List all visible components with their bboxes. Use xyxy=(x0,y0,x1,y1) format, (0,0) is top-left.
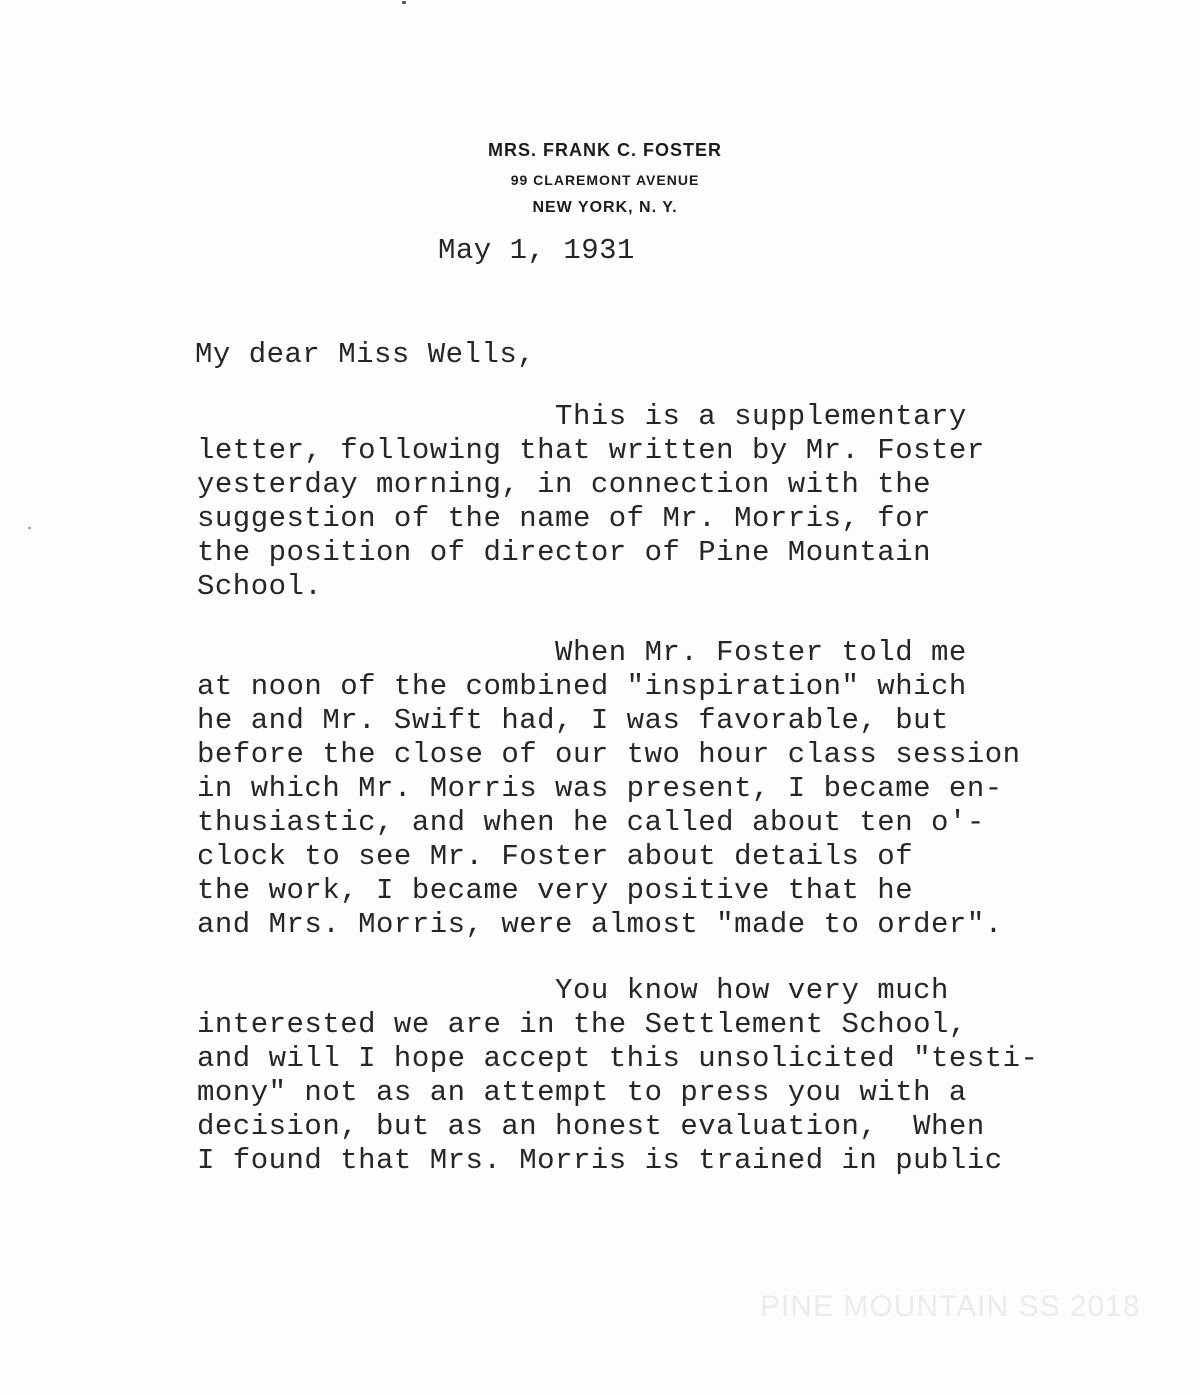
paragraph-1: This is a supplementary letter, following that written by Mr. Foster yesterday morning, in connection with the suggestion of the name of Mr. Morris, for the position of director of Pine Mountain School. xyxy=(197,400,985,603)
ink-speck xyxy=(402,1,406,4)
letterhead-street: 99 CLAREMONT AVENUE xyxy=(510,172,700,188)
letterhead-name: MRS. FRANK C. FOSTER xyxy=(488,140,722,160)
salutation: My dear Miss Wells, xyxy=(195,338,536,371)
paragraph-3: You know how very much interested we are in the Settlement School, and will I hope accept this unsolicited "testi- mony" not as an attempt to press you with a decision, but as an honest evaluation, When I found that Mrs. Morris is trained in public xyxy=(197,974,1039,1177)
letterhead-city: NEW YORK, N. Y. xyxy=(532,199,678,216)
ink-speck xyxy=(28,527,31,529)
watermark: PINE MOUNTAIN SS 2018 xyxy=(760,1290,1141,1323)
paragraph-2: When Mr. Foster told me at noon of the combined "inspiration" which he and Mr. Swift had, I was favorable, but before the close of our two hour class session in which Mr. Morris was present, I became en- thusiastic, and when he called about ten o'- clock to see Mr. Foster about details of the work, I became very positive that he and Mrs. Morris, were almost "made to order". xyxy=(197,636,1021,941)
letter-date: May 1, 1931 xyxy=(438,234,635,267)
